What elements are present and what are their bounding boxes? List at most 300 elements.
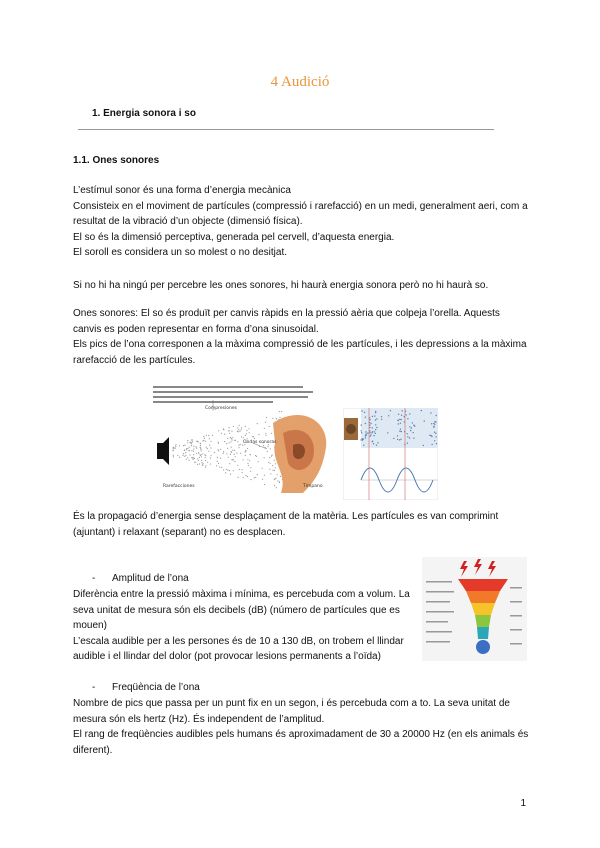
particle-dot: [393, 438, 394, 439]
particle-dot: [230, 454, 231, 455]
particle-dot: [247, 448, 248, 449]
particle-dot: [275, 467, 276, 468]
particle-dot: [177, 455, 178, 456]
particle-dot: [207, 448, 208, 449]
particle-dot: [173, 455, 174, 456]
particle-dot: [220, 449, 221, 450]
particle-dot: [174, 447, 175, 448]
particle-dot: [374, 415, 375, 416]
particle-dot: [258, 434, 259, 435]
particle-dot: [269, 469, 270, 470]
particle-dot: [235, 456, 236, 457]
particle-dot: [218, 442, 219, 443]
particle-dot: [424, 420, 425, 421]
particle-dot: [238, 477, 239, 478]
particle-dot: [189, 454, 190, 455]
particle-dot: [231, 438, 232, 439]
subsection-heading: 1.1. Ones sonores: [73, 155, 160, 166]
particle-dot: [375, 419, 376, 420]
particle-dot: [247, 463, 248, 464]
particle-dot: [196, 441, 197, 442]
particle-dot: [199, 457, 200, 458]
particle-dot: [175, 446, 176, 447]
particle-dot: [254, 477, 255, 478]
paragraph-intro: [73, 183, 529, 261]
particle-dot: [400, 429, 401, 430]
particle-dot: [191, 457, 192, 458]
particle-dot: [217, 457, 218, 458]
particle-dot: [201, 456, 202, 457]
particle-dot: [195, 462, 196, 463]
particle-dot: [243, 437, 244, 438]
particle-dot: [398, 414, 399, 415]
particle-dot: [187, 448, 188, 449]
particle-dot: [186, 449, 187, 450]
particle-dot: [365, 431, 366, 432]
particle-dot: [230, 451, 231, 452]
particle-dot: [247, 476, 248, 477]
particle-dot: [279, 411, 280, 412]
particle-dot: [224, 441, 225, 442]
particle-dot: [245, 450, 246, 451]
particle-dot: [197, 464, 198, 465]
particle-dot: [360, 439, 361, 440]
bullet-amplitude: - Amplitud de l’ona: [92, 573, 189, 584]
particle-dot: [179, 445, 180, 446]
particle-dot: [183, 453, 184, 454]
particle-dot: [187, 442, 188, 443]
particle-dot: [183, 445, 184, 446]
particle-dot: [375, 411, 376, 412]
particle-dot: [265, 422, 266, 423]
rarefaction-label: Rarefacciones: [163, 484, 195, 489]
particle-dot: [182, 455, 183, 456]
page-title: 4 Audició: [270, 74, 330, 90]
particle-dot: [413, 432, 414, 433]
particle-dot: [193, 446, 194, 447]
particle-dot: [210, 458, 211, 459]
text-line: Els pics de l’ona corresponen a la màxima compressió de les partícules, i les depressions a la màxima rarefacció de les partícules.: [73, 339, 527, 366]
particle-dot: [256, 456, 257, 457]
particle-dot: [234, 450, 235, 451]
particle-dot: [246, 430, 247, 431]
particle-dot: [274, 485, 275, 486]
particle-dot: [280, 476, 281, 477]
particle-dot: [197, 458, 198, 459]
particle-dot: [375, 412, 376, 413]
particle-dot: [200, 449, 201, 450]
particle-dot: [186, 448, 187, 449]
particle-dot: [227, 438, 228, 439]
particle-dot: [388, 415, 389, 416]
particle-dot: [274, 479, 275, 480]
particle-dot: [205, 460, 206, 461]
particle-dot: [205, 467, 206, 468]
particle-dot: [234, 454, 235, 455]
particle-dot: [262, 468, 263, 469]
particle-dot: [240, 444, 241, 445]
particle-dot: [369, 427, 370, 428]
particle-dot: [400, 439, 401, 440]
particle-dot: [276, 487, 277, 488]
particle-dot: [210, 455, 211, 456]
particle-dot: [205, 441, 206, 442]
particle-dot: [250, 471, 251, 472]
particle-dot: [361, 410, 362, 411]
particle-dot: [397, 420, 398, 421]
particle-dot: [239, 425, 240, 426]
particle-dot: [223, 453, 224, 454]
section-heading: 1. Energia sonora i so: [92, 108, 196, 119]
particle-dot: [189, 450, 190, 451]
particle-dot: [272, 470, 273, 471]
particle-dot: [372, 427, 373, 428]
particle-dot: [430, 435, 431, 436]
text-line: L’escala audible per a les persones és de 10 a 130 dB, on trobem el llindar audible i el llindar del dolor (pot provocar lesions permanents a l’oïda): [73, 635, 404, 662]
particle-dot: [249, 460, 250, 461]
particle-dot: [412, 422, 413, 423]
particle-dot: [231, 431, 232, 432]
particle-dot: [202, 453, 203, 454]
particle-dot: [185, 455, 186, 456]
particle-dot: [199, 463, 200, 464]
particle-dot: [373, 443, 374, 444]
particle-dot: [243, 477, 244, 478]
particle-dot: [232, 437, 233, 438]
particle-dot: [207, 462, 208, 463]
particle-dot: [209, 445, 210, 446]
particle-dot: [277, 480, 278, 481]
particle-dot: [229, 463, 230, 464]
particle-dot: [372, 441, 373, 442]
particle-dot: [192, 458, 193, 459]
particle-dot: [413, 425, 414, 426]
particle-dot: [245, 475, 246, 476]
page-number: 1: [520, 798, 526, 809]
particle-dot: [434, 421, 435, 422]
particle-dot: [375, 429, 376, 430]
particle-dot: [434, 440, 435, 441]
particle-dot: [397, 435, 398, 436]
particle-dot: [229, 430, 230, 431]
particle-dot: [399, 419, 400, 420]
particle-dot: [189, 460, 190, 461]
particle-dot: [200, 447, 201, 448]
paragraph-amplitude: [73, 587, 413, 665]
particle-dot: [231, 447, 232, 448]
particle-dot: [365, 417, 366, 418]
particle-dot: [257, 423, 258, 424]
particle-dot: [370, 436, 371, 437]
particle-dot: [212, 435, 213, 436]
particle-dot: [206, 447, 207, 448]
particle-dot: [366, 435, 367, 436]
particle-dot: [367, 433, 368, 434]
particle-dot: [266, 417, 267, 418]
particle-dot: [200, 443, 201, 444]
particle-dot: [265, 435, 266, 436]
particle-dot: [227, 448, 228, 449]
particle-dot: [238, 445, 239, 446]
particle-dot: [265, 433, 266, 434]
particle-dot: [201, 450, 202, 451]
particle-dot: [202, 440, 203, 441]
particle-dot: [238, 447, 239, 448]
particle-dot: [232, 459, 233, 460]
sound-wave-label: Ondas sonoras: [243, 440, 277, 445]
particle-dot: [436, 415, 437, 416]
particle-dot: [186, 459, 187, 460]
particle-dot: [250, 467, 251, 468]
particle-dot: [229, 433, 230, 434]
particle-dot: [361, 432, 362, 433]
particle-dot: [371, 432, 372, 433]
particle-dot: [411, 427, 412, 428]
particle-dot: [250, 454, 251, 455]
particle-dot: [237, 431, 238, 432]
particle-dot: [173, 450, 174, 451]
particle-dot: [217, 461, 218, 462]
decibel-scale-figure: [422, 557, 527, 661]
particle-dot: [233, 470, 234, 471]
particle-dot: [196, 448, 197, 449]
particle-dot: [234, 461, 235, 462]
particle-dot: [230, 474, 231, 475]
particle-dot: [431, 444, 432, 445]
particle-dot: [248, 428, 249, 429]
particle-dot: [373, 435, 374, 436]
paragraph-sound-waves: [73, 306, 529, 368]
particle-dot: [210, 447, 211, 448]
particle-dot: [281, 411, 282, 412]
particle-dot: [409, 413, 410, 414]
particle-dot: [218, 443, 219, 444]
particle-dot: [187, 440, 188, 441]
particle-dot: [434, 424, 435, 425]
particle-dot: [224, 434, 225, 435]
particle-dot: [277, 474, 278, 475]
text-line: Consisteix en el moviment de partícules (compressió i rarefacció) en un medi, generalment aeri, com a resultat de la vibració d’un objecte (dimensió física).: [73, 200, 528, 227]
particle-dot: [219, 466, 220, 467]
particle-dot: [221, 433, 222, 434]
particle-dot: [436, 443, 437, 444]
particle-dot: [435, 433, 436, 434]
particle-dot: [238, 431, 239, 432]
particle-dot: [275, 478, 276, 479]
particle-dot: [365, 437, 366, 438]
particle-dot: [237, 441, 238, 442]
particle-dot: [376, 427, 377, 428]
particle-dot: [269, 426, 270, 427]
particle-dot: [238, 429, 239, 430]
particle-dot: [374, 431, 375, 432]
particle-dot: [252, 436, 253, 437]
particle-dot: [398, 423, 399, 424]
particle-dot: [276, 418, 277, 419]
particle-dot: [205, 465, 206, 466]
particle-dot: [218, 430, 219, 431]
particle-dot: [274, 460, 275, 461]
particle-dot: [200, 445, 201, 446]
particle-dot: [400, 423, 401, 424]
particle-dot: [268, 462, 269, 463]
particle-dot: [430, 412, 431, 413]
particle-dot: [257, 474, 258, 475]
particle-dot: [249, 432, 250, 433]
text-line: El soroll es considera un so molest o no desitjat.: [73, 247, 287, 258]
particle-dot: [230, 437, 231, 438]
particle-dot: [369, 432, 370, 433]
particle-dot: [204, 438, 205, 439]
particle-dot: [203, 436, 204, 437]
particle-dot: [218, 463, 219, 464]
particle-dot: [387, 432, 388, 433]
bullet-frequency: - Freqüència de l’ona: [92, 682, 200, 693]
particle-dot: [191, 445, 192, 446]
particle-dot: [184, 456, 185, 457]
particle-dot: [264, 428, 265, 429]
particle-dot: [233, 426, 234, 427]
particle-dot: [423, 445, 424, 446]
particle-dot: [201, 462, 202, 463]
particle-dot: [198, 452, 199, 453]
particle-dot: [376, 418, 377, 419]
particle-dot: [413, 438, 414, 439]
particle-dot: [184, 450, 185, 451]
particle-dot: [237, 427, 238, 428]
particle-dot: [175, 444, 176, 445]
particle-dot: [360, 430, 361, 431]
particle-dot: [223, 451, 224, 452]
particle-dot: [228, 457, 229, 458]
particle-dot: [190, 442, 191, 443]
particle-dot: [210, 441, 211, 442]
particle-dot: [179, 457, 180, 458]
particle-dot: [272, 455, 273, 456]
particle-dot: [227, 470, 228, 471]
particle-dot: [237, 465, 238, 466]
particle-dot: [434, 432, 435, 433]
particle-dot: [192, 441, 193, 442]
particle-dot: [191, 450, 192, 451]
particle-dot: [216, 465, 217, 466]
particle-dot: [198, 453, 199, 454]
wave-particles-figure: [343, 408, 438, 500]
particle-dot: [194, 458, 195, 459]
particle-dot: [279, 482, 280, 483]
particle-dot: [236, 452, 237, 453]
particle-dot: [363, 445, 364, 446]
particle-dot: [376, 445, 377, 446]
particle-dot: [218, 449, 219, 450]
particle-dot: [264, 457, 265, 458]
heading-rule: [78, 129, 494, 130]
text-line: Ones sonores: El so és produït per canvis ràpids en la pressió aèria que colpeja l’orella. Aquests canvis es poden representar en forma d’ona sinusoidal.: [73, 308, 500, 335]
particle-dot: [270, 473, 271, 474]
particle-dot: [220, 458, 221, 459]
particle-dot: [421, 410, 422, 411]
particle-dot: [204, 454, 205, 455]
particle-dot: [264, 484, 265, 485]
particle-dot: [173, 448, 174, 449]
particle-dot: [247, 459, 248, 460]
particle-dot: [407, 436, 408, 437]
particle-dot: [263, 445, 264, 446]
particle-dot: [210, 463, 211, 464]
particle-dot: [226, 469, 227, 470]
particle-dot: [255, 477, 256, 478]
particle-dot: [248, 465, 249, 466]
particle-dot: [429, 435, 430, 436]
particle-dot: [274, 470, 275, 471]
particle-dot: [232, 450, 233, 451]
particle-dot: [272, 418, 273, 419]
particle-dot: [363, 439, 364, 440]
particle-dot: [225, 472, 226, 473]
particle-dot: [230, 441, 231, 442]
particle-dot: [191, 439, 192, 440]
particle-dot: [369, 430, 370, 431]
particle-dot: [375, 433, 376, 434]
particle-dot: [226, 453, 227, 454]
particle-dot: [195, 446, 196, 447]
particle-dot: [241, 436, 242, 437]
sound-wave-ear-figure: [153, 383, 333, 503]
particle-dot: [245, 435, 246, 436]
particle-dot: [173, 456, 174, 457]
particle-dot: [241, 427, 242, 428]
particle-dot: [245, 451, 246, 452]
particle-dot: [240, 453, 241, 454]
particle-dot: [410, 430, 411, 431]
text-line: Diferència entre la pressió màxima i mínima, es percebuda com a volum. La seva unitat de mesura són els decibels (dB) (número de partícules que es mouen): [73, 589, 410, 631]
particle-dot: [229, 470, 230, 471]
particle-dot: [399, 439, 400, 440]
particle-dot: [255, 455, 256, 456]
particle-dot: [279, 417, 280, 418]
particle-dot: [401, 419, 402, 420]
particle-dot: [232, 439, 233, 440]
particle-dot: [406, 433, 407, 434]
paragraph-propagation: És la propagació d’energia sense desplaçament de la matèria. Les partícules es van comprimint (ajuntant) i relaxant (separant) no es desplacen.: [73, 511, 499, 538]
particle-dot: [200, 455, 201, 456]
particle-dot: [377, 442, 378, 443]
particle-dot: [184, 445, 185, 446]
particle-dot: [193, 448, 194, 449]
particle-dot: [407, 443, 408, 444]
particle-dot: [409, 426, 410, 427]
particle-dot: [202, 463, 203, 464]
particle-dot: [193, 459, 194, 460]
particle-dot: [399, 431, 400, 432]
particle-dot: [381, 419, 382, 420]
particle-dot: [390, 410, 391, 411]
particle-dot: [242, 472, 243, 473]
particle-dot: [250, 479, 251, 480]
particle-dot: [402, 410, 403, 411]
particle-dot: [239, 469, 240, 470]
particle-dot: [409, 437, 410, 438]
particle-dot: [369, 419, 370, 420]
particle-dot: [270, 463, 271, 464]
particle-dot: [191, 443, 192, 444]
particle-dot: [223, 429, 224, 430]
particle-dot: [264, 475, 265, 476]
text-line: El rang de freqüències audibles pels humans és aproximadament de 30 a 20000 Hz (en els animals és diferent).: [73, 729, 529, 756]
particle-dot: [196, 453, 197, 454]
paragraph-frequency: [73, 696, 529, 758]
particle-dot: [381, 416, 382, 417]
